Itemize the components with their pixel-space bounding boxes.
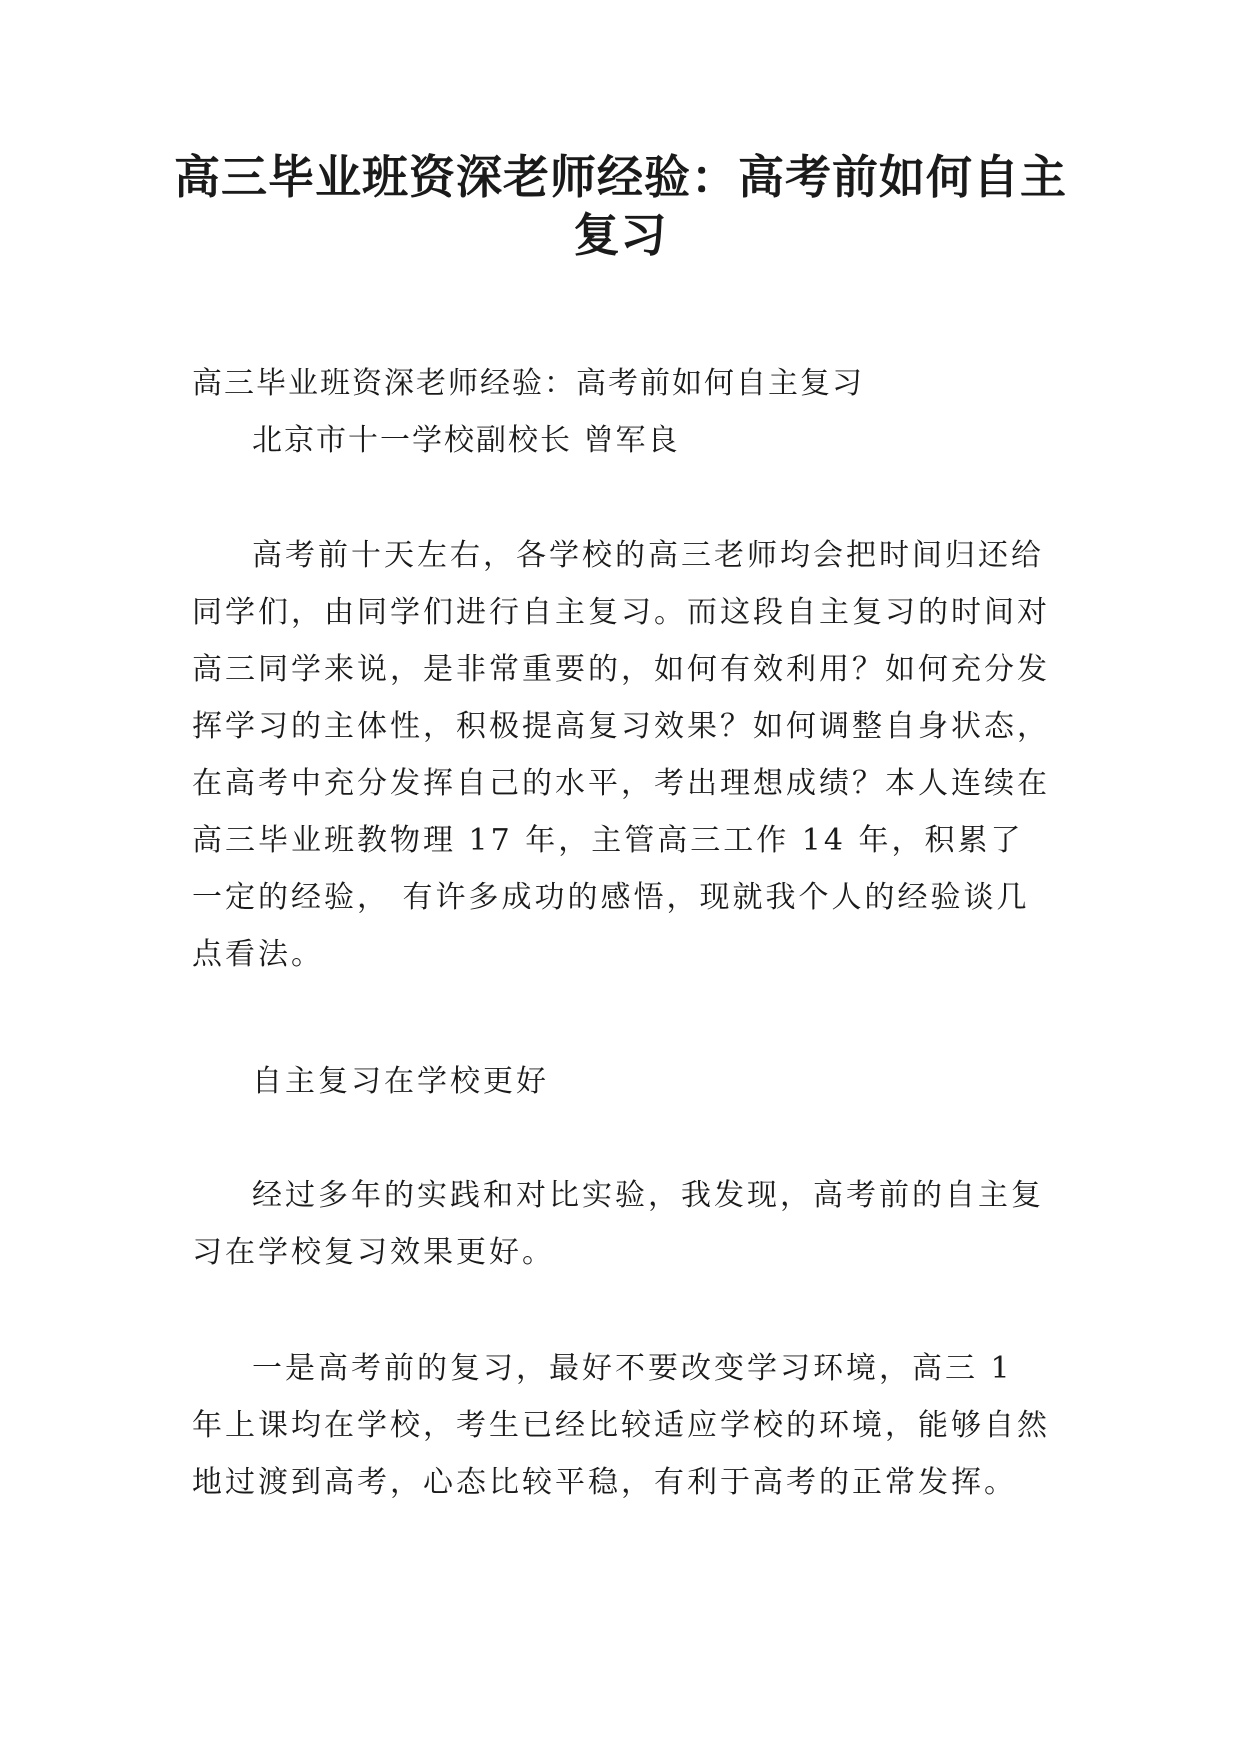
section-heading: 自主复习在学校更好 — [252, 1064, 549, 1099]
document-title — [150, 148, 1091, 264]
title-line-1: 高三毕业班资深老师经验：高考前如何自主 — [174, 150, 1067, 204]
title-line-2: 复习 — [573, 208, 668, 262]
paragraph-intro: 高考前十天左右，各学校的高三老师均会把时间归还给同学们，由同学们进行自主复习。而这段自主复习的时间对高三同学来说，是非常重要的，如何有效利用？如何充分发挥学习的主体性，积极提高复习效果？如何调整自身状态，在高考中充分发挥自己的水平，考出理想成绩？本人连续在高三毕业班教物理 17 年，主管高三工作 14 年，积累了一定的经验， 有许多成功的感悟，现就我个人的经验谈几点看法。 — [192, 538, 1050, 972]
paragraph-finding: 经过多年的实践和对比实验，我发现，高考前的自主复习在学校复习效果更好。 — [192, 1178, 1044, 1270]
document-subtitle: 高三毕业班资深老师经验：高考前如何自主复习 — [192, 366, 864, 401]
author-line: 北京市十一学校副校长 曾军良 — [252, 423, 680, 458]
paragraph-reason-one: 一是高考前的复习，最好不要改变学习环境，高三 1 年上课均在学校，考生已经比较适应学校的环境，能够自然地过渡到高考，心态比较平稳，有利于高考的正常发挥。 — [192, 1351, 1050, 1500]
